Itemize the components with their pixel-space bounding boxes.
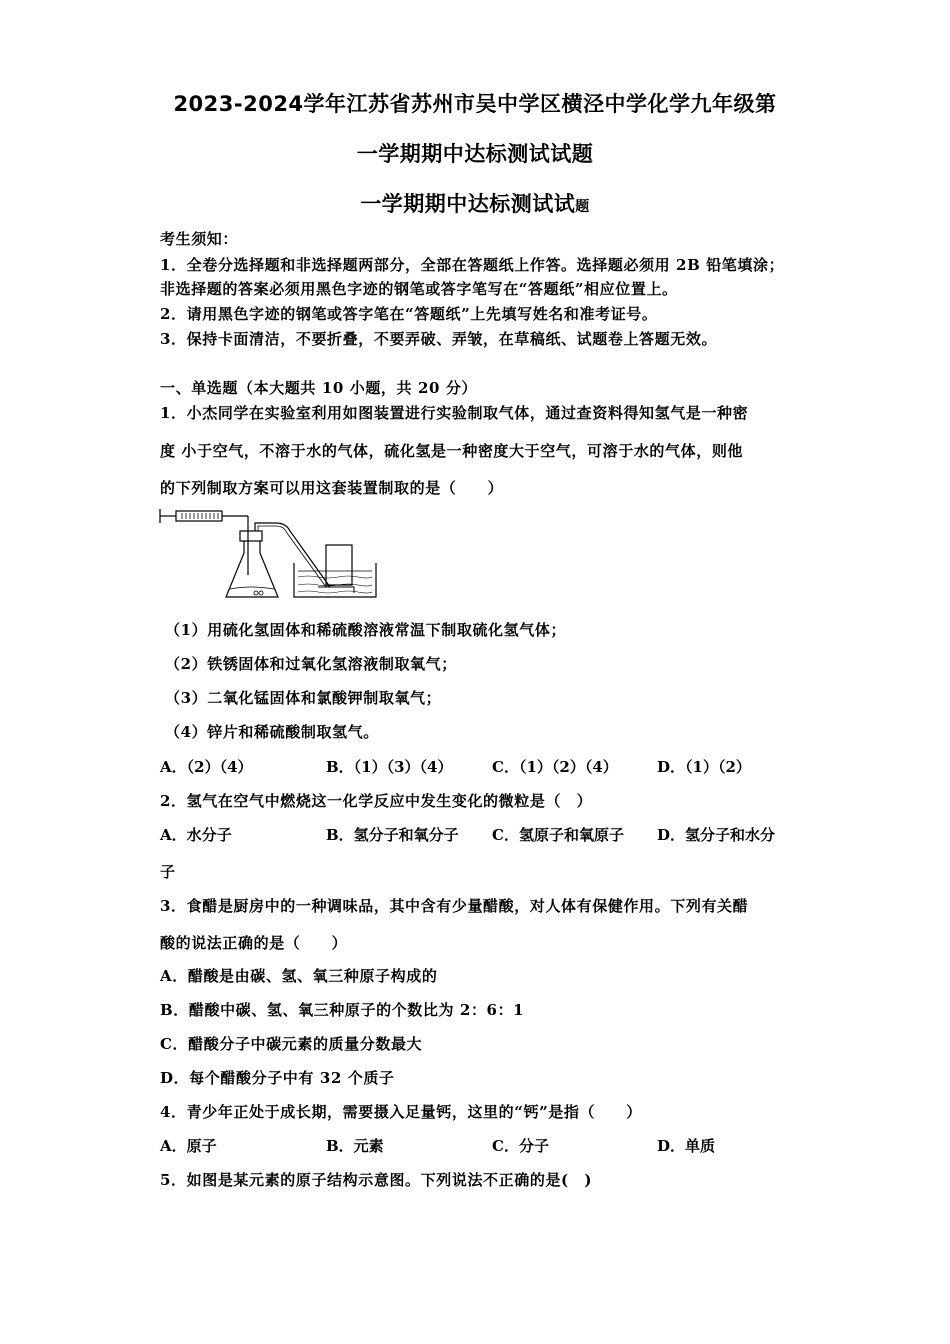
title-line-2: 一学期期中达标测试试题 <box>356 142 594 166</box>
q1-scheme-4: （4）锌片和稀硫酸制取氢气。 <box>165 723 379 741</box>
q2-option-a: A．水分子 <box>160 826 232 844</box>
q1-scheme-1: （1）用硫化氢固体和稀硫酸溶液常温下制取硫化氢气体； <box>165 621 567 639</box>
q3-stem-line-2: 酸的说法正确的是（ ） <box>160 934 348 952</box>
notice-item-1b: 非选择题的答案必须用黑色字迹的钢笔或答字笔写在“答题纸”相应位置上。 <box>160 280 678 298</box>
q3-stem-line-1: 3．食醋是厨房中的一种调味品，其中含有少量醋酸，对人体有保健作用。下列有关醋 <box>160 897 749 915</box>
notice-item-1a: 1．全卷分选择题和非选择题两部分，全部在答题纸上作答。选择题必须用 2B 铅笔填涂； <box>160 256 785 274</box>
title-line-1: 2023-2024学年江苏省苏州市吴中学区横泾中学化学九年级第 <box>173 92 777 116</box>
q4-option-a: A．原子 <box>160 1137 217 1155</box>
q4-option-d: D．单质 <box>657 1137 716 1155</box>
q4-stem: 4．青少年正处于成长期，需要摄入足量钙，这里的“钙”是指（ ） <box>160 1103 642 1121</box>
q1-stem-line-2: 度 小于空气，不溶于水的气体，硫化氢是一种密度大于空气，可溶于水的气体，则他 <box>160 442 744 460</box>
q2-stem: 2．氢气在空气中燃烧这一化学反应中发生变化的微粒是（ ） <box>160 792 593 810</box>
q3-option-c: C．醋酸分子中碳元素的质量分数最大 <box>160 1035 423 1053</box>
q1-scheme-2: （2）铁锈固体和过氧化氢溶液制取氧气； <box>165 655 457 673</box>
q4-option-b: B．元素 <box>326 1137 384 1155</box>
q2-option-c: C．氢原子和氧原子 <box>492 826 624 844</box>
q1-scheme-3: （3）二氧化锰固体和氯酸钾制取氧气； <box>165 689 442 707</box>
q1-option-c: C．（1）（2）（4） <box>492 758 618 776</box>
q3-option-d: D．每个醋酸分子中有 32 个质子 <box>160 1069 395 1087</box>
q5-stem: 5．如图是某元素的原子结构示意图。下列说法不正确的是( ) <box>160 1171 593 1189</box>
q1-option-d: D．（1）（2） <box>657 758 751 776</box>
q4-option-c: C．分子 <box>492 1137 549 1155</box>
section-heading: 一、单选题（本大题共 10 小题，共 20 分） <box>160 379 478 397</box>
notice-item-2: 2．请用黑色字迹的钢笔或答字笔在“答题纸”上先填写姓名和准考证号。 <box>160 305 658 323</box>
q2-option-b: B．氢分子和氧分子 <box>326 826 459 844</box>
title-line-3 <box>0 188 950 218</box>
q1-stem-line-3: 的下列制取方案可以用这套装置制取的是（ ） <box>160 479 504 497</box>
title-line-3-small: 题 <box>575 199 590 215</box>
q1-option-b: B．（1）（3）（4） <box>326 758 453 776</box>
q1-option-a: A．（2）（4） <box>160 758 253 776</box>
q3-option-b: B．醋酸中碳、氢、氧三种原子的个数比为 2：6：1 <box>160 1001 525 1019</box>
apparatus-diagram <box>158 505 378 605</box>
q3-option-a: A．醋酸是由碳、氢、氧三种原子构成的 <box>160 967 438 985</box>
q2-option-d-wrap: 子 <box>160 863 176 881</box>
q1-stem-line-1: 1．小杰同学在实验室利用如图装置进行实验制取气体，通过查资料得知氢气是一种密 <box>160 404 749 422</box>
q2-option-d: D．氢分子和水分 <box>657 826 776 844</box>
notice-heading: 考生须知： <box>160 230 239 248</box>
notice-item-3: 3．保持卡面清洁，不要折叠，不要弄破、弄皱，在草稿纸、试题卷上答题无效。 <box>160 330 718 348</box>
title-line-3-main: 一学期期中达标测试试 <box>360 192 576 216</box>
